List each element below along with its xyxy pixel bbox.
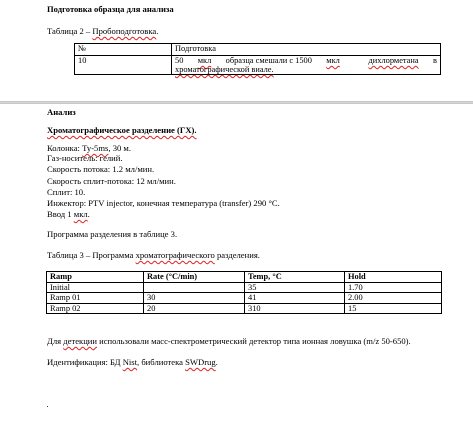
table3: [46, 271, 442, 314]
table-header-cell: Подготовка: [172, 44, 441, 56]
table-cell: [144, 282, 245, 293]
gc-subheading: Хроматографическое разделение (ГХ).: [47, 125, 197, 135]
column-param: Колонка: Ту-5ms, 30 м.: [47, 143, 132, 153]
table-header-cell: Rate (°C/min): [144, 272, 245, 283]
page-2: [0, 104, 473, 428]
table-cell: 35: [245, 282, 345, 293]
prep-line-1: 50 мкл образца смешали с 1500 мкл дихлорметана в: [175, 56, 437, 65]
injection-param: Ввод 1 мкл.: [47, 209, 90, 219]
table-cell: Ramp 02: [47, 303, 144, 314]
table-row: [47, 293, 442, 304]
text-cursor-mark: [47, 406, 48, 407]
prep-heading: Подготовка образца для анализа: [47, 4, 174, 14]
table-cell: Initial: [47, 282, 144, 293]
table-cell: Ramp 01: [47, 293, 144, 304]
identification-paragraph: Идентификация: БД Nist, библиотека SWDrug.: [47, 357, 218, 367]
flow-param: Скорость потока: 1.2 мл/мин.: [47, 164, 155, 174]
table-cell: 10: [75, 56, 172, 75]
table-cell: 41: [245, 293, 345, 304]
analysis-heading: Анализ: [47, 107, 76, 117]
table-header-cell: Temp, °C: [245, 272, 345, 283]
table2-caption: Таблица 2 – Пробоподготовка.: [47, 26, 159, 36]
table-header-row: [75, 44, 441, 56]
table-cell: 2.00: [345, 293, 442, 304]
table-cell: 15: [345, 303, 442, 314]
table-cell: [172, 56, 441, 75]
table2: [74, 43, 441, 75]
table-cell: 30: [144, 293, 245, 304]
table-header-cell: №: [75, 44, 172, 56]
table-cell: 310: [245, 303, 345, 314]
table-row: [47, 303, 442, 314]
split-flow-param: Скорость сплит-потока: 12 мл/мин.: [47, 176, 176, 186]
injector-param: Инжектор: PTV injector, конечная температура (transfer) 290 °С.: [47, 198, 280, 208]
program-ref: Программа разделения в таблице 3.: [47, 229, 178, 239]
table-header-cell: Hold: [345, 272, 442, 283]
table-cell: 1.70: [345, 282, 442, 293]
carrier-param: Газ-носитель: гелий.: [47, 153, 123, 163]
table-row: [75, 56, 441, 75]
split-param: Сплит: 10.: [47, 187, 86, 197]
table-row: [47, 282, 442, 293]
page-1: [0, 0, 473, 101]
table-cell: 20: [144, 303, 245, 314]
detection-paragraph: Для детекции использовали масс-спектрометрический детектор типа ионная ловушка (m/z 50-650).: [47, 336, 411, 346]
table-header-row: [47, 272, 442, 283]
prep-line-2: хроматографической виале.: [175, 65, 274, 74]
table3-caption: Таблица 3 – Программа хроматографического разделения.: [47, 250, 260, 260]
table-header-cell: Ramp: [47, 272, 144, 283]
